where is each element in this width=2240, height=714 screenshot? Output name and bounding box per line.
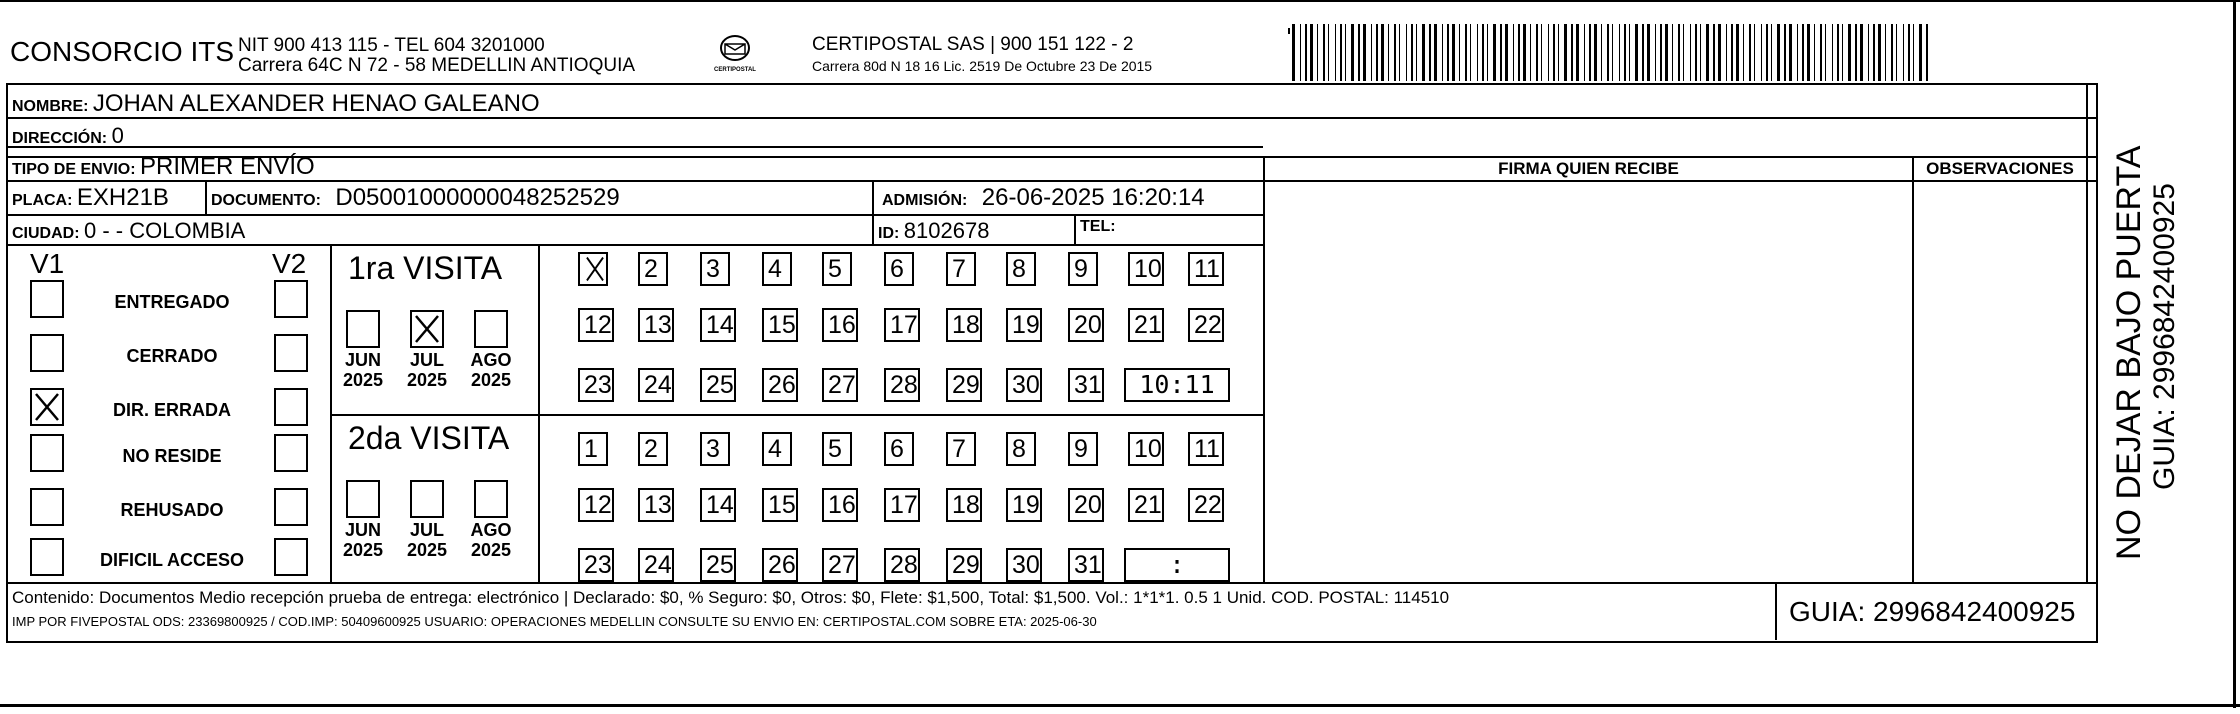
- day-box[interactable]: 1: [578, 432, 608, 466]
- status-label: NO RESIDE: [122, 446, 222, 466]
- day-box[interactable]: 7: [946, 432, 976, 466]
- day-box[interactable]: 17: [884, 488, 920, 522]
- barcode: [1288, 24, 1933, 81]
- status-label: ENTREGADO: [114, 292, 230, 312]
- day-box[interactable]: 6: [884, 432, 914, 466]
- footer-rule: [1775, 584, 1777, 640]
- column-rule: [2086, 83, 2088, 583]
- v1-checkbox[interactable]: [30, 434, 64, 472]
- direccion-value: 0: [111, 123, 124, 148]
- day-box[interactable]: 16: [822, 488, 858, 522]
- day-box[interactable]: 10: [1128, 432, 1164, 466]
- day-box[interactable]: 23: [578, 548, 614, 582]
- tipo-label: TIPO DE ENVIO:: [12, 161, 136, 178]
- cell-rule: [1074, 216, 1076, 244]
- nombre-value: JOHAN ALEXANDER HENAO GALEANO: [92, 90, 540, 117]
- v1-checkbox[interactable]: [30, 538, 64, 576]
- v2-checkbox[interactable]: [274, 334, 308, 372]
- day-box[interactable]: 13: [638, 308, 674, 342]
- v1-checkbox[interactable]: [30, 388, 64, 426]
- status-label: DIFICIL ACCESO: [99, 550, 244, 570]
- month-checkbox[interactable]: [346, 480, 380, 518]
- day-box[interactable]: 13: [638, 488, 674, 522]
- nombre-label: NOMBRE:: [12, 98, 89, 115]
- month-label: AGO: [470, 520, 512, 540]
- day-box[interactable]: 9: [1068, 432, 1098, 466]
- company-nit: NIT 900 413 115 - TEL 604 3201000: [238, 35, 545, 56]
- x-mark-icon: [412, 312, 442, 346]
- nombre-row: [12, 90, 540, 118]
- day-box[interactable]: 12: [578, 488, 614, 522]
- day-box[interactable]: 31: [1068, 548, 1104, 582]
- day-box[interactable]: 30: [1006, 368, 1042, 402]
- day-box[interactable]: 28: [884, 548, 920, 582]
- row-rule: [6, 244, 1263, 246]
- day-box[interactable]: 25: [700, 548, 736, 582]
- day-box[interactable]: 14: [700, 308, 736, 342]
- firma-header: FIRMA QUIEN RECIBE: [1498, 159, 1679, 178]
- x-mark-icon: [584, 254, 606, 284]
- x-mark-icon: [32, 390, 62, 424]
- day-box-marked[interactable]: [578, 252, 608, 286]
- company-address: Carrera 64C N 72 - 58 MEDELLIN ANTIOQUIA: [238, 55, 636, 76]
- ciudad-value: 0 - - COLOMBIA: [84, 218, 246, 243]
- v2-checkbox[interactable]: [274, 434, 308, 472]
- year-label: 2025: [470, 370, 512, 390]
- footer-line1: Contenido: Documentos Medio recepción prueba de entrega: electrónico | Declarado: $0, % Seguro: $0, Otros: $0, Flete: $1,500, Total: $1,500. Vol.: 1*1*1. 0.5 1 Unid. COD. POSTAL: 114510: [12, 588, 1450, 607]
- month-checkbox[interactable]: [474, 310, 508, 348]
- bottom-rule: [0, 704, 2240, 707]
- v2-checkbox[interactable]: [274, 280, 308, 318]
- tel-row: [1080, 218, 1116, 236]
- day-box[interactable]: 17: [884, 308, 920, 342]
- v2-checkbox[interactable]: [274, 488, 308, 526]
- day-box[interactable]: 6: [884, 252, 914, 286]
- day-box[interactable]: 18: [946, 308, 982, 342]
- day-box[interactable]: 30: [1006, 548, 1042, 582]
- day-box[interactable]: 5: [822, 432, 852, 466]
- day-box[interactable]: 11: [1188, 252, 1224, 286]
- day-box[interactable]: 7: [946, 252, 976, 286]
- direccion-row: [12, 123, 124, 149]
- month-checkbox[interactable]: [410, 310, 444, 348]
- day-box[interactable]: 3: [700, 432, 730, 466]
- day-box[interactable]: 15: [762, 488, 798, 522]
- month-label: JUL: [409, 350, 444, 370]
- day-box[interactable]: 11: [1188, 432, 1224, 466]
- documento-value: D05001000000048252529: [335, 184, 620, 211]
- id-row: [878, 218, 989, 244]
- direccion-label: DIRECCIÓN:: [12, 130, 108, 147]
- day-box[interactable]: 29: [946, 368, 982, 402]
- admision-row: [882, 184, 1205, 212]
- courier-name: CERTIPOSTAL SAS | 900 151 122 - 2: [812, 34, 1134, 55]
- day-box[interactable]: 4: [762, 432, 792, 466]
- day-box[interactable]: 31: [1068, 368, 1104, 402]
- section-rule: [330, 414, 1263, 416]
- day-box[interactable]: 20: [1068, 308, 1104, 342]
- column-rule: [1263, 156, 1265, 584]
- year-label: 2025: [406, 370, 448, 390]
- day-box[interactable]: 14: [700, 488, 736, 522]
- status-label: REHUSADO: [120, 500, 224, 520]
- day-box[interactable]: 3: [700, 252, 730, 286]
- id-label: ID:: [878, 225, 900, 242]
- day-box[interactable]: 21: [1128, 308, 1164, 342]
- v1-checkbox[interactable]: [30, 334, 64, 372]
- year-label: 2025: [406, 540, 448, 560]
- footer-rule: [6, 582, 2098, 584]
- day-box[interactable]: 21: [1128, 488, 1164, 522]
- day-box[interactable]: 18: [946, 488, 982, 522]
- month-checkbox[interactable]: [410, 480, 444, 518]
- tel-label: TEL:: [1080, 218, 1116, 235]
- documento-row: [211, 184, 620, 212]
- courier-address: Carrera 80d N 18 16 Lic. 2519 De Octubre 23 De 2015: [812, 58, 1153, 74]
- day-box[interactable]: 2: [638, 432, 668, 466]
- day-box[interactable]: 26: [762, 368, 798, 402]
- column-rule: [1912, 156, 1914, 584]
- placa-row: [12, 184, 169, 212]
- day-box[interactable]: 24: [638, 548, 674, 582]
- day-box[interactable]: 29: [946, 548, 982, 582]
- month-checkbox[interactable]: [346, 310, 380, 348]
- day-box[interactable]: 27: [822, 548, 858, 582]
- tipo-row: [12, 153, 315, 181]
- time-box[interactable]: :: [1124, 548, 1230, 582]
- v1-checkbox[interactable]: [30, 280, 64, 318]
- month-label: JUL: [409, 520, 444, 540]
- day-box[interactable]: 10: [1128, 252, 1164, 286]
- certipostal-logo: [700, 34, 770, 79]
- day-box[interactable]: 19: [1006, 488, 1042, 522]
- day-box[interactable]: 26: [762, 548, 798, 582]
- day-box[interactable]: 25: [700, 368, 736, 402]
- top-rule: [0, 0, 2240, 2]
- day-box[interactable]: 23: [578, 368, 614, 402]
- month-checkbox[interactable]: [474, 480, 508, 518]
- logo-text: CERTIPOSTAL: [714, 67, 756, 73]
- day-box[interactable]: 28: [884, 368, 920, 402]
- day-box[interactable]: 9: [1068, 252, 1098, 286]
- day-box[interactable]: 16: [822, 308, 858, 342]
- day-box[interactable]: 22: [1188, 488, 1224, 522]
- day-box[interactable]: 24: [638, 368, 674, 402]
- month-label: JUN: [344, 520, 381, 540]
- v1-checkbox[interactable]: [30, 488, 64, 526]
- visit1-title: 1ra VISITA: [348, 250, 503, 286]
- v2-checkbox[interactable]: [274, 538, 308, 576]
- v2-checkbox[interactable]: [274, 388, 308, 426]
- month-label: AGO: [470, 350, 512, 370]
- year-label: 2025: [342, 370, 384, 390]
- row-rule: [6, 146, 1263, 148]
- footer-line2: IMP POR FIVEPOSTAL ODS: 23369800925 / COD.IMP: 50409600925 USUARIO: OPERACIONES MEDELLIN CONSULTE SU ENVIO EN: CERTIPOSTAL.COM SOBRE ETA: 2025-06-30: [12, 614, 1097, 629]
- day-box[interactable]: 19: [1006, 308, 1042, 342]
- v2-label: V2: [272, 248, 307, 279]
- id-value: 8102678: [903, 218, 990, 243]
- day-box[interactable]: 8: [1006, 252, 1036, 286]
- day-box[interactable]: 20: [1068, 488, 1104, 522]
- month-label: JUN: [344, 350, 381, 370]
- cell-rule: [872, 182, 874, 244]
- placa-value: EXH21B: [76, 184, 169, 211]
- day-box[interactable]: 22: [1188, 308, 1224, 342]
- day-box[interactable]: 8: [1006, 432, 1036, 466]
- placa-label: PLACA:: [12, 192, 73, 209]
- admision-value: 26-06-2025 16:20:14: [981, 184, 1205, 211]
- year-label: 2025: [342, 540, 384, 560]
- side-warning: NO DEJAR BAJO PUERTA: [2110, 145, 2148, 560]
- day-box[interactable]: 12: [578, 308, 614, 342]
- right-rule: [2233, 0, 2236, 708]
- day-box[interactable]: 27: [822, 368, 858, 402]
- admision-label: ADMISIÓN:: [882, 192, 968, 209]
- cell-rule: [205, 182, 207, 214]
- status-label: CERRADO: [126, 346, 218, 366]
- year-label: 2025: [470, 540, 512, 560]
- visit2-title: 2da VISITA: [348, 420, 510, 456]
- footer-guia: GUIA: 2996842400925: [1789, 596, 2076, 627]
- tipo-value: PRIMER ENVÍO: [140, 153, 315, 180]
- status-label: DIR. ERRADA: [112, 400, 231, 420]
- v1-label: V1: [30, 248, 65, 279]
- company-name: CONSORCIO ITS: [10, 36, 235, 67]
- day-box[interactable]: 5: [822, 252, 852, 286]
- ciudad-row: [12, 218, 245, 244]
- day-box[interactable]: 15: [762, 308, 798, 342]
- row-rule: [6, 180, 2098, 182]
- day-box[interactable]: 2: [638, 252, 668, 286]
- observaciones-header: OBSERVACIONES: [1926, 159, 2074, 178]
- documento-label: DOCUMENTO:: [211, 192, 321, 209]
- day-box[interactable]: 4: [762, 252, 792, 286]
- side-guia: GUIA: 2996842400925: [2148, 183, 2181, 490]
- time-box[interactable]: 10:11: [1124, 368, 1230, 402]
- ciudad-label: CIUDAD:: [12, 225, 80, 242]
- envelope-icon: [715, 34, 755, 62]
